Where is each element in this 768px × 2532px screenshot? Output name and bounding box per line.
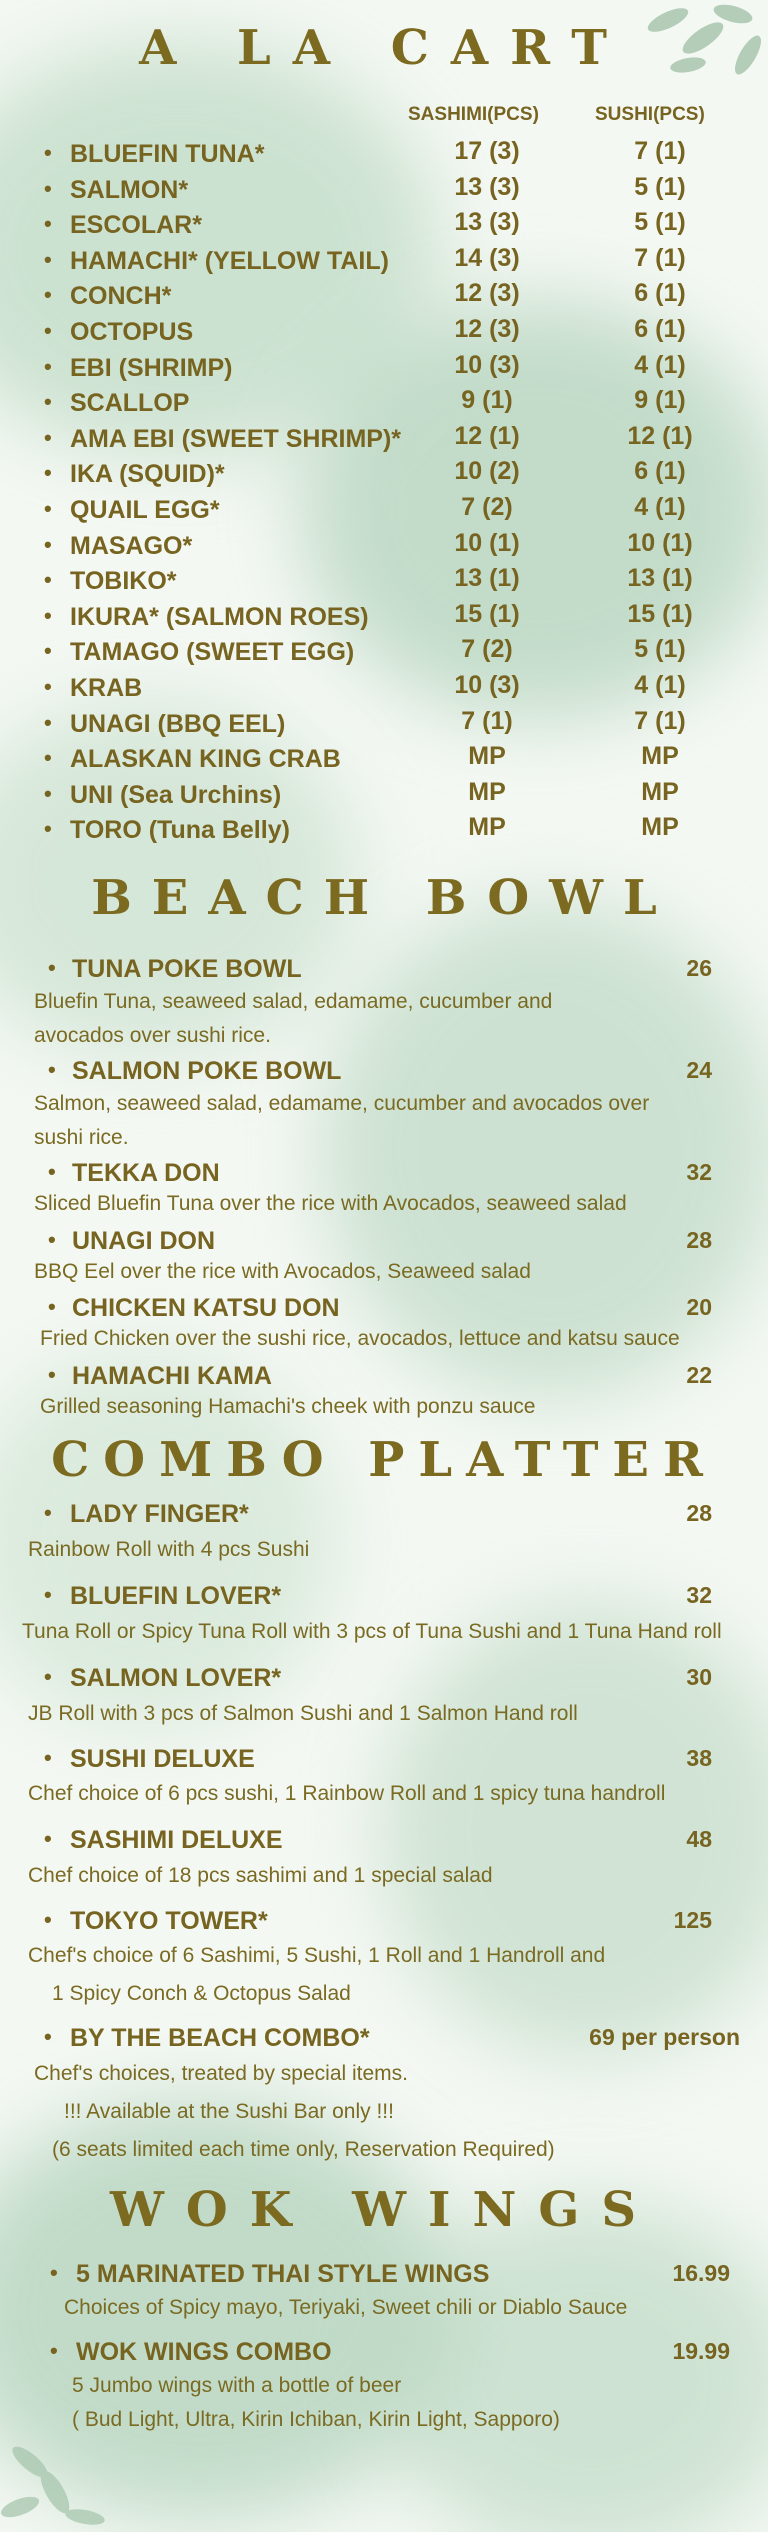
bullet-icon: • bbox=[44, 140, 52, 165]
sashimi-price: 10 (2) bbox=[454, 457, 520, 485]
menu-item-description: Chef choice of 6 pcs sushi, 1 Rainbow Roll and 1 spicy tuna handroll bbox=[28, 1782, 666, 1805]
sushi-price: MP bbox=[641, 742, 679, 770]
bullet-icon: • bbox=[44, 1500, 52, 1525]
menu-item-name: TEKKA DON bbox=[72, 1159, 220, 1187]
bullet-icon: • bbox=[44, 745, 52, 770]
menu-item-name: AMA EBI (SWEET SHRIMP)* bbox=[70, 425, 402, 453]
sashimi-price: 10 (3) bbox=[454, 671, 520, 699]
menu-item-name: CONCH* bbox=[70, 282, 172, 310]
menu-item-name: UNAGI (BBQ EEL) bbox=[70, 710, 286, 738]
menu-item-name: ESCOLAR* bbox=[70, 211, 202, 239]
sushi-price: MP bbox=[641, 778, 679, 806]
bullet-icon: • bbox=[44, 1745, 52, 1770]
menu-item-name: SALMON* bbox=[70, 176, 189, 204]
bullet-icon: • bbox=[48, 1362, 56, 1387]
bullet-icon: • bbox=[44, 2024, 52, 2049]
bullet-icon: • bbox=[44, 567, 52, 592]
bullet-icon: • bbox=[44, 710, 52, 735]
menu-item-name: HAMACHI KAMA bbox=[72, 1362, 272, 1390]
sushi-price: 7 (1) bbox=[634, 707, 686, 735]
menu-item-name: MASAGO* bbox=[70, 532, 193, 560]
menu-item-description: Salmon, seaweed salad, edamame, cucumber and avocados over bbox=[34, 1092, 650, 1115]
sashimi-price: 7 (2) bbox=[461, 635, 513, 663]
bullet-icon: • bbox=[44, 816, 52, 841]
menu-item-name: TOKYO TOWER* bbox=[70, 1907, 268, 1935]
bullet-icon: • bbox=[44, 1582, 52, 1607]
menu-item-description: Chef's choice of 6 Sashimi, 5 Sushi, 1 Roll and 1 Handroll and bbox=[28, 1944, 606, 1967]
menu-item-name: WOK WINGS COMBO bbox=[76, 2338, 332, 2366]
sashimi-price: 7 (2) bbox=[461, 493, 513, 521]
sushi-price: 4 (1) bbox=[634, 351, 686, 379]
menu-item-price: 48 bbox=[686, 1826, 712, 1852]
bullet-icon: • bbox=[44, 532, 52, 557]
sashimi-price: MP bbox=[468, 778, 506, 806]
sashimi-price: MP bbox=[468, 813, 506, 841]
section-title-beach-bowl: BEACH BOWL bbox=[91, 870, 677, 926]
menu-item-name: ALASKAN KING CRAB bbox=[70, 745, 341, 773]
section-title-wok-wings: WOK WINGS bbox=[109, 2182, 659, 2238]
menu-item-name: CHICKEN KATSU DON bbox=[72, 1294, 340, 1322]
menu-item-price: 125 bbox=[673, 1907, 712, 1933]
sashimi-price: 9 (1) bbox=[461, 386, 513, 414]
sushi-price: 15 (1) bbox=[627, 600, 693, 628]
sushi-price: 5 (1) bbox=[634, 173, 686, 201]
menu-item-description: Chef choice of 18 pcs sashimi and 1 special salad bbox=[28, 1864, 493, 1887]
menu-item-description: Bluefin Tuna, seaweed salad, edamame, cucumber and bbox=[34, 990, 553, 1013]
column-header-sashimi: SASHIMI(PCS) bbox=[408, 104, 539, 125]
sashimi-price: 14 (3) bbox=[454, 244, 520, 272]
menu-item-name: LADY FINGER* bbox=[70, 1500, 249, 1528]
menu-item-price: 30 bbox=[686, 1664, 712, 1690]
sashimi-price: 12 (1) bbox=[454, 422, 520, 450]
menu-item-price: 19.99 bbox=[672, 2338, 730, 2364]
column-header-sushi: SUSHI(PCS) bbox=[595, 104, 705, 125]
bullet-icon: • bbox=[44, 425, 52, 450]
menu-item-name: EBI (SHRIMP) bbox=[70, 354, 233, 382]
menu-item-name: IKA (SQUID)* bbox=[70, 460, 225, 488]
sashimi-price: 13 (3) bbox=[454, 173, 520, 201]
menu-item-price: 16.99 bbox=[672, 2260, 730, 2286]
menu-item-name: UNI (Sea Urchins) bbox=[70, 781, 282, 809]
bullet-icon: • bbox=[48, 1227, 56, 1252]
sushi-price: 4 (1) bbox=[634, 671, 686, 699]
menu-item-name: SALMON LOVER* bbox=[70, 1664, 282, 1692]
menu-item-price: 26 bbox=[686, 955, 712, 981]
bullet-icon: • bbox=[44, 603, 52, 628]
menu-item-name: TORO (Tuna Belly) bbox=[70, 816, 290, 844]
bullet-icon: • bbox=[44, 781, 52, 806]
sushi-price: 6 (1) bbox=[634, 279, 686, 307]
sashimi-price: 13 (3) bbox=[454, 208, 520, 236]
menu-item-description: sushi rice. bbox=[34, 1126, 129, 1149]
bullet-icon: • bbox=[48, 1294, 56, 1319]
menu-item-name: BLUEFIN LOVER* bbox=[70, 1582, 282, 1610]
bullet-icon: • bbox=[50, 2338, 58, 2363]
menu-item-name: SCALLOP bbox=[70, 389, 190, 417]
sashimi-price: 17 (3) bbox=[454, 137, 520, 165]
sushi-price: MP bbox=[641, 813, 679, 841]
bullet-icon: • bbox=[50, 2260, 58, 2285]
bullet-icon: • bbox=[48, 1057, 56, 1082]
leaf-decoration-icon bbox=[0, 2422, 130, 2532]
menu-item-name: UNAGI DON bbox=[72, 1227, 216, 1255]
bullet-icon: • bbox=[44, 496, 52, 521]
bullet-icon: • bbox=[44, 1907, 52, 1932]
menu-item-description: Fried Chicken over the sushi rice, avocados, lettuce and katsu sauce bbox=[40, 1327, 680, 1350]
menu-item-price: 28 bbox=[686, 1227, 712, 1253]
menu-item-description: Rainbow Roll with 4 pcs Sushi bbox=[28, 1538, 310, 1561]
sushi-price: 12 (1) bbox=[627, 422, 693, 450]
sashimi-price: MP bbox=[468, 742, 506, 770]
bullet-icon: • bbox=[44, 211, 52, 236]
bullet-icon: • bbox=[44, 389, 52, 414]
menu-item-price: 28 bbox=[686, 1500, 712, 1526]
bullet-icon: • bbox=[44, 674, 52, 699]
menu-item-price: 32 bbox=[686, 1582, 712, 1608]
bullet-icon: • bbox=[44, 460, 52, 485]
menu-item-description: Chef's choices, treated by special items. bbox=[34, 2062, 409, 2085]
menu-item-description: ( Bud Light, Ultra, Kirin Ichiban, Kirin Light, Sapporo) bbox=[72, 2408, 560, 2431]
sushi-price: 5 (1) bbox=[634, 208, 686, 236]
menu-item-name: HAMACHI* (YELLOW TAIL) bbox=[70, 247, 389, 275]
menu-item-price: 69 per person bbox=[589, 2024, 740, 2050]
menu-item-name: QUAIL EGG* bbox=[70, 496, 220, 524]
menu-item-name: BLUEFIN TUNA* bbox=[70, 140, 265, 168]
menu-item-description: !!! Available at the Sushi Bar only !!! bbox=[64, 2100, 394, 2123]
sushi-price: 13 (1) bbox=[627, 564, 693, 592]
menu-item-name: IKURA* (SALMON ROES) bbox=[70, 603, 369, 631]
sushi-price: 10 (1) bbox=[627, 529, 693, 557]
menu-item-name: SALMON POKE BOWL bbox=[72, 1057, 342, 1085]
sashimi-price: 13 (1) bbox=[454, 564, 520, 592]
sashimi-price: 10 (3) bbox=[454, 351, 520, 379]
sushi-price: 9 (1) bbox=[634, 386, 686, 414]
menu-item-name: BY THE BEACH COMBO* bbox=[70, 2024, 370, 2052]
sashimi-price: 10 (1) bbox=[454, 529, 520, 557]
sashimi-price: 12 (3) bbox=[454, 315, 520, 343]
menu-item-price: 32 bbox=[686, 1159, 712, 1185]
sashimi-price: 15 (1) bbox=[454, 600, 520, 628]
menu-item-name: SUSHI DELUXE bbox=[70, 1745, 255, 1773]
menu-item-name: TAMAGO (SWEET EGG) bbox=[70, 638, 355, 666]
menu-item-name: TUNA POKE BOWL bbox=[72, 955, 302, 983]
menu-item-price: 20 bbox=[686, 1294, 712, 1320]
menu-item-description: Grilled seasoning Hamachi's cheek with ponzu sauce bbox=[40, 1395, 536, 1418]
bullet-icon: • bbox=[44, 1826, 52, 1851]
bullet-icon: • bbox=[44, 1664, 52, 1689]
sushi-price: 7 (1) bbox=[634, 244, 686, 272]
sushi-price: 4 (1) bbox=[634, 493, 686, 521]
menu-item-description: BBQ Eel over the rice with Avocados, Seaweed salad bbox=[34, 1260, 531, 1283]
bullet-icon: • bbox=[48, 955, 56, 980]
menu-item-name: SASHIMI DELUXE bbox=[70, 1826, 283, 1854]
menu-item-description: JB Roll with 3 pcs of Salmon Sushi and 1 Salmon Hand roll bbox=[28, 1702, 578, 1725]
menu-item-name: TOBIKO* bbox=[70, 567, 177, 595]
sashimi-price: 12 (3) bbox=[454, 279, 520, 307]
menu-item-name: 5 MARINATED THAI STYLE WINGS bbox=[76, 2260, 490, 2288]
bullet-icon: • bbox=[44, 282, 52, 307]
menu-item-price: 38 bbox=[686, 1745, 712, 1771]
bullet-icon: • bbox=[44, 176, 52, 201]
menu-item-description: 5 Jumbo wings with a bottle of beer bbox=[72, 2374, 402, 2397]
menu-item-name: KRAB bbox=[70, 674, 143, 702]
bullet-icon: • bbox=[44, 318, 52, 343]
sashimi-price: 7 (1) bbox=[461, 707, 513, 735]
menu-item-price: 22 bbox=[686, 1362, 712, 1388]
menu-item-description: avocados over sushi rice. bbox=[34, 1024, 271, 1047]
menu-item-description: 1 Spicy Conch & Octopus Salad bbox=[52, 1982, 351, 2005]
sushi-price: 6 (1) bbox=[634, 315, 686, 343]
menu-item-description: Choices of Spicy mayo, Teriyaki, Sweet chili or Diablo Sauce bbox=[64, 2296, 628, 2319]
sushi-price: 5 (1) bbox=[634, 635, 686, 663]
menu-item-description: Tuna Roll or Spicy Tuna Roll with 3 pcs of Tuna Sushi and 1 Tuna Hand roll bbox=[22, 1620, 722, 1643]
sushi-price: 7 (1) bbox=[634, 137, 686, 165]
section-title-combo-platter: COMBO PLATTER bbox=[51, 1432, 717, 1488]
menu-item-name: OCTOPUS bbox=[70, 318, 194, 346]
bullet-icon: • bbox=[48, 1159, 56, 1184]
menu-item-description: (6 seats limited each time only, Reservation Required) bbox=[52, 2138, 555, 2161]
section-title-a-la-cart: A LA CART bbox=[139, 20, 629, 76]
bullet-icon: • bbox=[44, 247, 52, 272]
bullet-icon: • bbox=[44, 354, 52, 379]
bullet-icon: • bbox=[44, 638, 52, 663]
menu-item-price: 24 bbox=[686, 1057, 712, 1083]
sushi-price: 6 (1) bbox=[634, 457, 686, 485]
menu-item-description: Sliced Bluefin Tuna over the rice with Avocados, seaweed salad bbox=[34, 1192, 627, 1215]
